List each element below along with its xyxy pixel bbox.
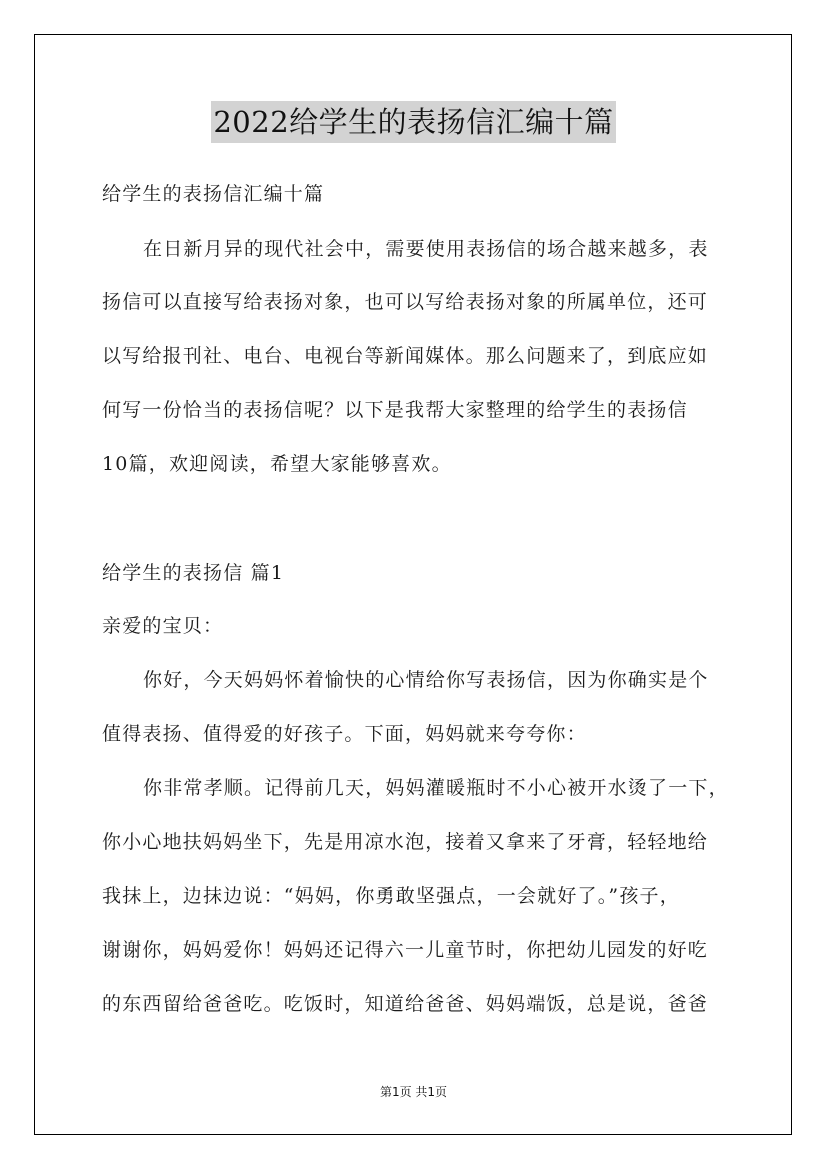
paragraph-line: 你好，今天妈妈怀着愉快的心情给你写表扬信，因为你确实是个: [143, 669, 709, 691]
document-subtitle: 给学生的表扬信汇编十篇: [102, 183, 325, 205]
page-footer: 第1页 共1页: [379, 1085, 448, 1099]
intro-line: 在日新月异的现代社会中，需要使用表扬信的场合越来越多，表: [143, 238, 709, 260]
intro-line: 扬信可以直接写给表扬对象，也可以写给表扬对象的所属单位，还可: [102, 291, 709, 313]
paragraph-line: 谢谢你，妈妈爱你！妈妈还记得六一儿童节时，你把幼儿园发的好吃: [102, 939, 709, 961]
intro-line: 何写一份恰当的表扬信呢？以下是我帮大家整理的给学生的表扬信: [102, 399, 688, 421]
title-container: [0, 101, 827, 143]
paragraph-line: 你非常孝顺。记得前几天，妈妈灌暖瓶时不小心被开水烫了一下，: [143, 777, 729, 799]
paragraph-line: 值得表扬、值得爱的好孩子。下面，妈妈就来夸夸你：: [102, 723, 587, 745]
document-title: 2022给学生的表扬信汇编十篇: [211, 101, 615, 143]
salutation: 亲爱的宝贝：: [102, 615, 224, 637]
paragraph-line: 你小心地扶妈妈坐下，先是用凉水泡，接着又拿来了牙膏，轻轻地给: [102, 831, 709, 853]
paragraph-line: 我抹上，边抹边说：“妈妈，你勇敢坚强点，一会就好了。”孩子，: [102, 885, 680, 907]
section-heading: 给学生的表扬信 篇1: [102, 562, 285, 584]
paragraph-line: 的东西留给爸爸吃。吃饭时，知道给爸爸、妈妈端饭，总是说，爸爸: [102, 993, 709, 1015]
intro-line: 以写给报刊社、电台、电视台等新闻媒体。那么问题来了，到底应如: [102, 345, 709, 367]
intro-line: 10篇，欢迎阅读，希望大家能够喜欢。: [102, 453, 452, 475]
